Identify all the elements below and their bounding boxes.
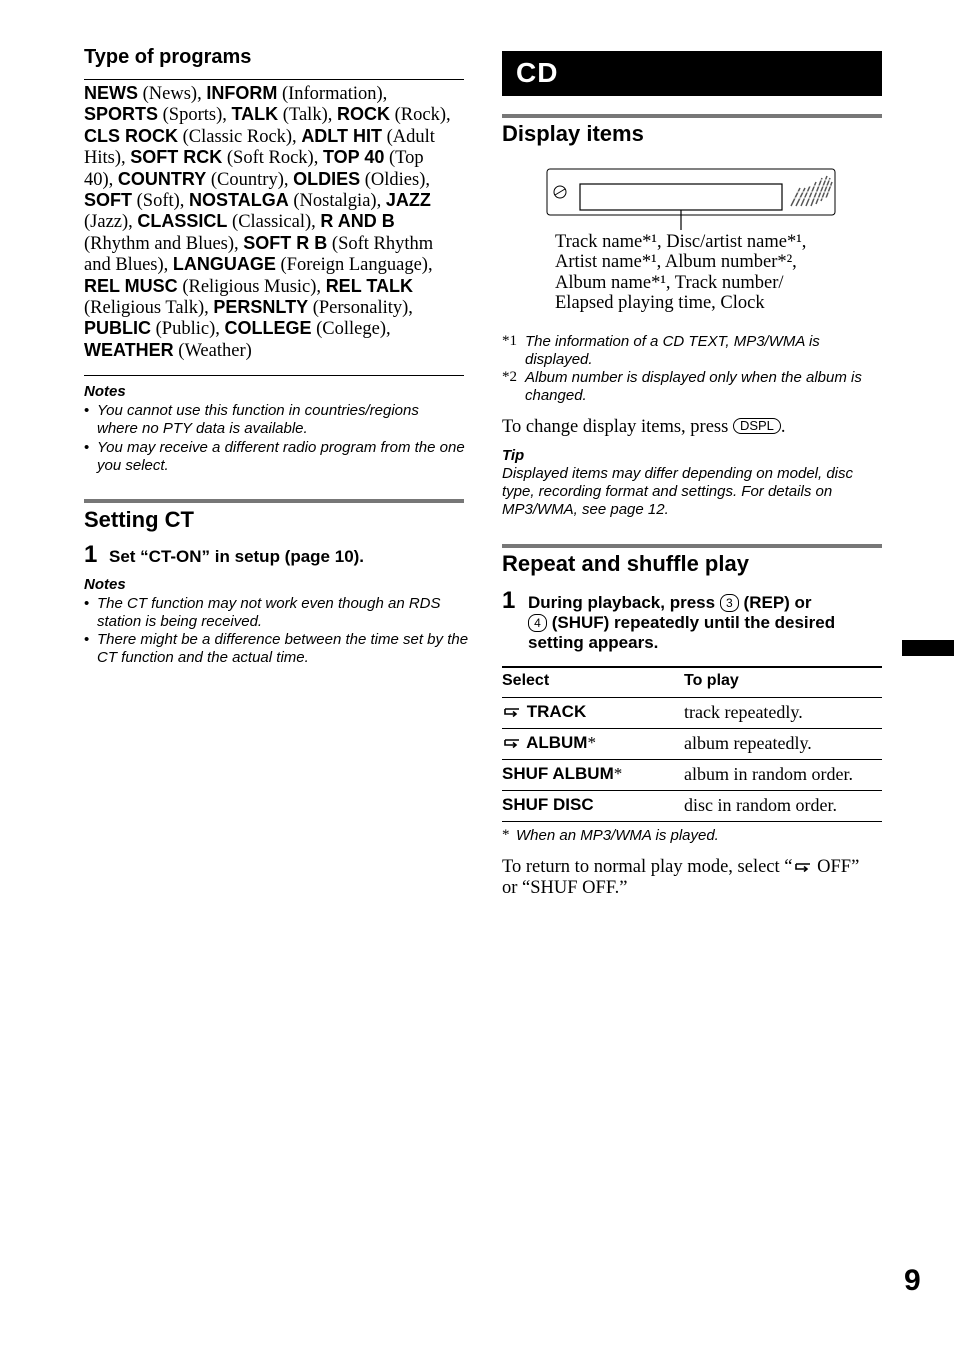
setting-ct-heading: Setting CT <box>84 507 194 532</box>
section-rule <box>84 499 464 503</box>
program-code: COUNTRY <box>117 168 207 189</box>
note-item: • The CT function may not work even though an RDS station is being received. <box>84 595 477 631</box>
divider <box>84 79 464 80</box>
button-4: 4 <box>528 614 547 632</box>
table-note: When an MP3/WMA is played. <box>516 827 719 844</box>
step-text: Set “CT-ON” in setup (page 10). <box>109 547 365 566</box>
note-item: • There might be a difference between the time set by the CT function and the actual time. <box>84 631 477 667</box>
type-of-programs-heading: Type of programs <box>84 46 252 68</box>
program-description: (Soft Rhythm and Blues), <box>84 233 434 276</box>
program-code: PUBLIC <box>84 318 151 339</box>
table-row <box>502 760 882 791</box>
instruction-text: OFF” <box>812 857 860 877</box>
program-code: CLS ROCK <box>84 125 178 146</box>
program-code: WEATHER <box>84 339 174 360</box>
step-text-part: (REP) or <box>743 593 812 612</box>
repeat-icon <box>502 737 522 749</box>
program-description: (Nostalgia), <box>293 191 386 212</box>
program-code: TOP 40 <box>322 147 385 168</box>
program-code: TALK <box>231 104 279 125</box>
select-label: ALBUM <box>526 733 588 752</box>
program-description: (Top 40), <box>84 148 424 190</box>
program-code: ROCK <box>336 104 390 125</box>
program-description: (Classic Rock), <box>182 126 302 147</box>
program-code: INFORM <box>206 83 278 103</box>
repeat-icon <box>793 861 813 873</box>
caption-line: Track name*¹, Disc/artist name*¹, <box>555 232 807 252</box>
step-number: 1 <box>84 541 98 568</box>
program-code: R AND B <box>320 211 395 232</box>
footnote-star: * <box>587 733 596 752</box>
program-code: SOFT <box>84 190 132 211</box>
instruction-text: To change display items, press <box>502 417 729 437</box>
table-row <box>502 791 882 822</box>
table-note-mark: * <box>502 827 510 843</box>
program-description: (Rhythm and Blues), <box>84 233 244 254</box>
program-description: (Jazz), <box>84 212 138 233</box>
display-items-heading: Display items <box>502 121 644 146</box>
program-description: (Public), <box>155 319 225 340</box>
program-code: CLASSICL <box>137 211 228 232</box>
footnote-mark: *2 <box>502 369 517 385</box>
tip-title: Tip <box>502 447 525 464</box>
note-item: • You cannot use this function in countries/regions where no PTY data is available. <box>84 402 457 438</box>
program-description: (News), <box>142 84 207 104</box>
step-text-part: (SHUF) repeatedly until the desired setting appears. <box>528 613 836 652</box>
table-header-row <box>502 666 882 698</box>
caption-line: Album name*¹, Track number/ <box>555 272 784 293</box>
program-description: (Personality), <box>312 298 413 319</box>
caption-line: Elapsed playing time, Clock <box>555 293 765 314</box>
tip-text: Displayed items may differ depending on model, disc type, recording format and settings. For details on MP3/WMA, see page 12. <box>502 465 854 518</box>
program-description: (Country), <box>210 169 294 190</box>
repeat-shuffle-heading: Repeat and shuffle play <box>502 551 749 576</box>
header-to-play: To play <box>684 672 739 689</box>
table-row <box>502 698 882 729</box>
select-label: SHUF ALBUM <box>502 764 614 783</box>
step-number: 1 <box>502 587 516 614</box>
program-description: (Soft Rock), <box>226 148 323 169</box>
button-3: 3 <box>720 594 739 612</box>
play-cell: album in random order. <box>684 764 853 784</box>
play-cell: disc in random order. <box>684 795 837 815</box>
program-description: (Classical), <box>232 212 321 233</box>
program-description: (Rock), <box>394 105 451 126</box>
change-display-instruction <box>502 417 786 438</box>
select-cell <box>502 702 586 722</box>
footnote-text: The information of a CD TEXT, MP3/WMA is displayed. <box>525 333 820 368</box>
select-cell <box>502 764 622 784</box>
select-label: SHUF DISC <box>502 795 594 814</box>
repeat-icon <box>502 706 522 718</box>
step-text-part: During playback, press <box>528 593 716 612</box>
program-description: (Religious Talk), <box>84 298 214 319</box>
select-label: TRACK <box>526 702 587 721</box>
cd-title: CD <box>516 57 559 88</box>
program-description: (Talk), <box>282 105 337 126</box>
notes-title: Notes <box>84 576 126 593</box>
side-tab-marker <box>902 640 954 656</box>
program-code: NOSTALGA <box>189 190 289 211</box>
program-code: LANGUAGE <box>172 254 276 275</box>
cd-title-bar <box>502 51 882 96</box>
program-description: (Weather) <box>178 340 252 361</box>
footnote-text: Album number is displayed only when the album is changed. <box>525 369 862 404</box>
program-description: (College), <box>316 319 391 340</box>
display-caption <box>555 232 882 314</box>
caption-line: Artist name*¹, Album number*², <box>555 252 797 273</box>
program-code: REL MUSC <box>84 275 178 296</box>
section-rule <box>502 544 882 548</box>
program-description: (Information), <box>281 84 388 104</box>
program-code: PERSNLTY <box>213 297 309 318</box>
period: . <box>780 417 786 437</box>
program-description: (Sports), <box>162 105 232 126</box>
instruction-text: To return to normal play mode, select “ <box>502 857 793 877</box>
dspl-button: DSPL <box>733 418 781 434</box>
divider <box>84 375 464 376</box>
program-code: SOFT RCK <box>130 147 223 168</box>
instruction-text: or “SHUF OFF.” <box>502 878 628 898</box>
program-description: (Religious Music), <box>182 276 326 297</box>
step-text <box>528 593 882 653</box>
display-text-area <box>580 184 782 210</box>
program-code: SPORTS <box>84 104 159 125</box>
program-code: REL TALK <box>325 275 414 296</box>
program-code: JAZZ <box>385 190 431 211</box>
footnote-mark: *1 <box>502 333 517 349</box>
program-description: (Foreign Language), <box>280 255 433 276</box>
program-type-list <box>84 83 456 361</box>
note-item: • You may receive a different radio program from the one you select. <box>84 439 467 475</box>
select-cell <box>502 795 594 815</box>
section-rule <box>502 114 882 118</box>
program-code: ADLT HIT <box>301 125 382 146</box>
play-cell: album repeatedly. <box>684 733 812 753</box>
play-cell: track repeatedly. <box>684 702 803 722</box>
return-normal-instruction <box>502 857 882 899</box>
repeat-shuffle-table <box>502 666 882 822</box>
program-code: COLLEGE <box>224 318 312 339</box>
display-illustration <box>546 168 838 232</box>
header-select: Select <box>502 672 550 689</box>
program-code: NEWS <box>84 83 138 103</box>
table-row <box>502 729 882 760</box>
program-description: (Adult Hits), <box>84 126 435 169</box>
program-description: (Oldies), <box>364 169 430 190</box>
notes-title: Notes <box>84 383 126 400</box>
footnote-star: * <box>613 764 623 783</box>
select-cell <box>502 733 596 753</box>
program-code: SOFT R B <box>243 232 328 253</box>
program-code: OLDIES <box>293 168 361 189</box>
program-description: (Soft), <box>136 191 190 212</box>
page-number: 9 <box>904 1264 921 1297</box>
